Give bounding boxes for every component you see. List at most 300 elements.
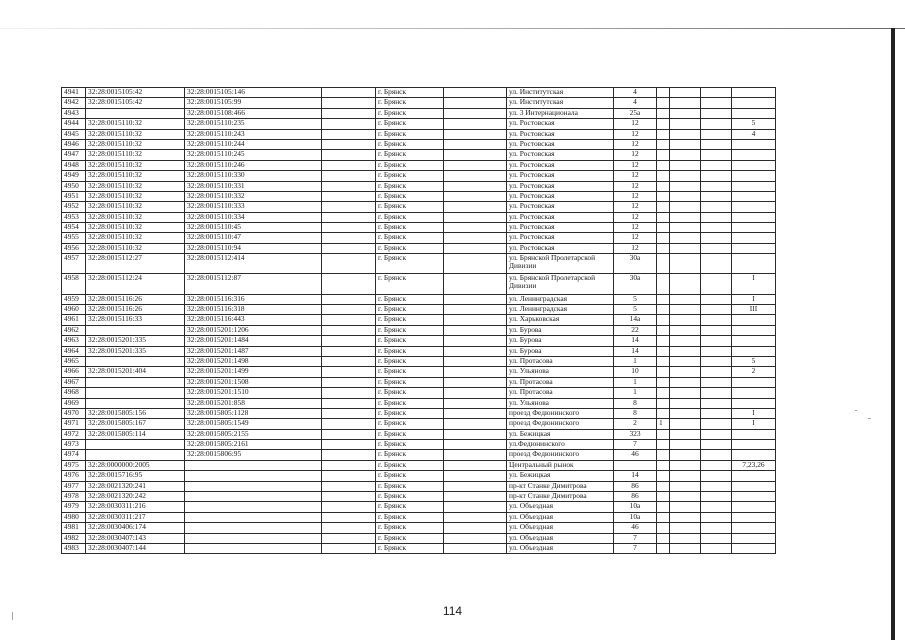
- house-number-cell: 10а: [614, 512, 657, 522]
- empty-cell: [322, 419, 376, 429]
- cadastral-number-cell: 32:28:0015110:331: [185, 181, 322, 191]
- city-cell: г. Брянск: [376, 429, 444, 439]
- cadastral-number-cell: [185, 492, 322, 502]
- cadastral-number-cell: 32:28:0015201:1508: [185, 377, 322, 387]
- empty-cell: [701, 254, 732, 274]
- row-number-cell: 4969: [62, 398, 86, 408]
- table-row: [62, 223, 776, 233]
- parent-cadastral-number-cell: 32:28:0030311:217: [86, 512, 185, 522]
- street-cell: ул. Ростовская: [507, 139, 614, 149]
- row-number-cell: 4951: [62, 191, 86, 201]
- parent-cadastral-number-cell: 32:28:0015116:26: [86, 294, 185, 304]
- premises-cell: [657, 274, 670, 294]
- table-row: [62, 202, 776, 212]
- empty-cell: [670, 325, 701, 335]
- cadastral-number-cell: 32:28:0015201:1498: [185, 356, 322, 366]
- table-row: [62, 119, 776, 129]
- empty-cell: [444, 336, 507, 346]
- row-number-cell: 4974: [62, 450, 86, 460]
- empty-cell: [701, 325, 732, 335]
- table-row: [62, 523, 776, 533]
- cadastral-number-cell: 32:28:0015110:47: [185, 233, 322, 243]
- house-number-cell: 12: [614, 191, 657, 201]
- table-row: [62, 512, 776, 522]
- empty-cell: [322, 512, 376, 522]
- city-cell: г. Брянск: [376, 294, 444, 304]
- page-number: 114: [442, 604, 463, 618]
- premises-cell: [657, 202, 670, 212]
- empty-cell: [444, 119, 507, 129]
- cadastral-number-cell: 32:28:0015110:334: [185, 212, 322, 222]
- empty-cell: [701, 274, 732, 294]
- room-number-cell: I: [732, 408, 776, 418]
- house-number-cell: 1: [614, 388, 657, 398]
- room-number-cell: [732, 150, 776, 160]
- cadastral-number-cell: 32:28:0015806:95: [185, 450, 322, 460]
- room-number-cell: [732, 440, 776, 450]
- row-number-cell: 4968: [62, 388, 86, 398]
- empty-cell: [701, 512, 732, 522]
- row-number-cell: 4942: [62, 98, 86, 108]
- room-number-cell: [732, 492, 776, 502]
- premises-cell: [657, 108, 670, 118]
- empty-cell: [670, 533, 701, 543]
- room-number-cell: III: [732, 305, 776, 315]
- table-row: [62, 88, 776, 98]
- empty-cell: [322, 243, 376, 253]
- empty-cell: [322, 523, 376, 533]
- premises-cell: [657, 440, 670, 450]
- row-number-cell: 4954: [62, 223, 86, 233]
- cadastral-number-cell: [185, 502, 322, 512]
- empty-cell: [322, 139, 376, 149]
- city-cell: г. Брянск: [376, 377, 444, 387]
- empty-cell: [670, 481, 701, 491]
- room-number-cell: [732, 243, 776, 253]
- empty-cell: [670, 191, 701, 201]
- premises-cell: [657, 305, 670, 315]
- cadastral-number-cell: 32:28:0015110:243: [185, 129, 322, 139]
- parent-cadastral-number-cell: 32:28:0021320:242: [86, 492, 185, 502]
- premises-cell: [657, 119, 670, 129]
- empty-cell: [670, 398, 701, 408]
- empty-cell: [701, 223, 732, 233]
- row-number-cell: 4975: [62, 460, 86, 470]
- table-row: [62, 346, 776, 356]
- empty-cell: [444, 150, 507, 160]
- cadastral-number-cell: 32:28:0015116:443: [185, 315, 322, 325]
- table-row: [62, 181, 776, 191]
- city-cell: г. Брянск: [376, 367, 444, 377]
- empty-cell: [701, 440, 732, 450]
- table-row: [62, 254, 776, 274]
- room-number-cell: [732, 212, 776, 222]
- empty-cell: [701, 191, 732, 201]
- empty-cell: [670, 544, 701, 554]
- scan-speck: [868, 418, 871, 419]
- empty-cell: [670, 171, 701, 181]
- room-number-cell: [732, 223, 776, 233]
- room-number-cell: [732, 429, 776, 439]
- cadastral-number-cell: 32:28:0015110:235: [185, 119, 322, 129]
- empty-cell: [444, 408, 507, 418]
- premises-cell: [657, 388, 670, 398]
- street-cell: ул. Ростовская: [507, 119, 614, 129]
- parent-cadastral-number-cell: 32:28:0015105:42: [86, 98, 185, 108]
- street-cell: ул. Бурова: [507, 346, 614, 356]
- empty-cell: [322, 181, 376, 191]
- row-number-cell: 4950: [62, 181, 86, 191]
- room-number-cell: 5: [732, 356, 776, 366]
- parent-cadastral-number-cell: 32:28:0015110:32: [86, 202, 185, 212]
- house-number-cell: 12: [614, 119, 657, 129]
- cadastral-number-cell: 32:28:0015201:1487: [185, 346, 322, 356]
- empty-cell: [670, 377, 701, 387]
- empty-cell: [701, 233, 732, 243]
- city-cell: г. Брянск: [376, 305, 444, 315]
- empty-cell: [322, 450, 376, 460]
- house-number-cell: [614, 460, 657, 470]
- parent-cadastral-number-cell: 32:28:0015110:32: [86, 212, 185, 222]
- empty-cell: [701, 119, 732, 129]
- premises-cell: [657, 429, 670, 439]
- city-cell: г. Брянск: [376, 502, 444, 512]
- street-cell: ул. Ростовская: [507, 191, 614, 201]
- empty-cell: [670, 419, 701, 429]
- empty-cell: [322, 274, 376, 294]
- cadastral-number-cell: 32:28:0015110:45: [185, 223, 322, 233]
- empty-cell: [444, 98, 507, 108]
- room-number-cell: I: [732, 274, 776, 294]
- empty-cell: [444, 129, 507, 139]
- parent-cadastral-number-cell: 32:28:0015110:32: [86, 233, 185, 243]
- empty-cell: [322, 315, 376, 325]
- premises-cell: [657, 191, 670, 201]
- empty-cell: [670, 523, 701, 533]
- empty-cell: [322, 398, 376, 408]
- city-cell: г. Брянск: [376, 450, 444, 460]
- city-cell: г. Брянск: [376, 254, 444, 274]
- room-number-cell: [732, 325, 776, 335]
- empty-cell: [444, 139, 507, 149]
- room-number-cell: [732, 98, 776, 108]
- cadastral-number-cell: [185, 523, 322, 533]
- house-number-cell: 12: [614, 150, 657, 160]
- house-number-cell: 323: [614, 429, 657, 439]
- empty-cell: [322, 460, 376, 470]
- city-cell: г. Брянск: [376, 481, 444, 491]
- empty-cell: [322, 129, 376, 139]
- empty-cell: [444, 181, 507, 191]
- room-number-cell: [732, 160, 776, 170]
- street-cell: ул. Институтская: [507, 98, 614, 108]
- city-cell: г. Брянск: [376, 533, 444, 543]
- row-number-cell: 4945: [62, 129, 86, 139]
- empty-cell: [444, 429, 507, 439]
- premises-cell: [657, 450, 670, 460]
- cadastral-number-cell: 32:28:0015110:333: [185, 202, 322, 212]
- room-number-cell: [732, 202, 776, 212]
- premises-cell: [657, 377, 670, 387]
- table-row: [62, 544, 776, 554]
- row-number-cell: 4970: [62, 408, 86, 418]
- table-row: [62, 139, 776, 149]
- table-row: [62, 336, 776, 346]
- room-number-cell: [732, 315, 776, 325]
- empty-cell: [322, 88, 376, 98]
- premises-cell: [657, 160, 670, 170]
- empty-cell: [322, 388, 376, 398]
- empty-cell: [322, 429, 376, 439]
- city-cell: г. Брянск: [376, 325, 444, 335]
- row-number-cell: 4958: [62, 274, 86, 294]
- row-number-cell: 4981: [62, 523, 86, 533]
- house-number-cell: 10: [614, 367, 657, 377]
- table-row: [62, 492, 776, 502]
- city-cell: г. Брянск: [376, 460, 444, 470]
- empty-cell: [701, 181, 732, 191]
- room-number-cell: [732, 346, 776, 356]
- street-cell: ул. Ростовская: [507, 181, 614, 191]
- empty-cell: [670, 181, 701, 191]
- empty-cell: [670, 336, 701, 346]
- room-number-cell: [732, 254, 776, 274]
- empty-cell: [670, 88, 701, 98]
- street-cell: ул. Объездная: [507, 533, 614, 543]
- table-row: [62, 191, 776, 201]
- empty-cell: [444, 440, 507, 450]
- room-number-cell: 4: [732, 129, 776, 139]
- empty-cell: [701, 471, 732, 481]
- cadastral-number-cell: 32:28:0015110:246: [185, 160, 322, 170]
- empty-cell: [444, 398, 507, 408]
- cadastral-number-cell: 32:28:0015805:1128: [185, 408, 322, 418]
- empty-cell: [444, 502, 507, 512]
- street-cell: ул. Ростовская: [507, 233, 614, 243]
- empty-cell: [701, 377, 732, 387]
- room-number-cell: [732, 377, 776, 387]
- cadastral-number-cell: [185, 460, 322, 470]
- city-cell: г. Брянск: [376, 150, 444, 160]
- empty-cell: [670, 356, 701, 366]
- street-cell: ул. Протасова: [507, 388, 614, 398]
- row-number-cell: 4978: [62, 492, 86, 502]
- empty-cell: [444, 294, 507, 304]
- table-row: [62, 305, 776, 315]
- room-number-cell: I: [732, 294, 776, 304]
- row-number-cell: 4948: [62, 160, 86, 170]
- house-number-cell: 4: [614, 98, 657, 108]
- room-number-cell: [732, 108, 776, 118]
- registry-table: [61, 87, 776, 554]
- premises-cell: [657, 129, 670, 139]
- city-cell: г. Брянск: [376, 274, 444, 294]
- street-cell: ул. Ростовская: [507, 202, 614, 212]
- empty-cell: [701, 450, 732, 460]
- house-number-cell: 22: [614, 325, 657, 335]
- city-cell: г. Брянск: [376, 233, 444, 243]
- parent-cadastral-number-cell: 32:28:0015110:32: [86, 181, 185, 191]
- table-row: [62, 419, 776, 429]
- empty-cell: [444, 346, 507, 356]
- house-number-cell: 12: [614, 243, 657, 253]
- empty-cell: [444, 419, 507, 429]
- empty-cell: [444, 471, 507, 481]
- row-number-cell: 4953: [62, 212, 86, 222]
- empty-cell: [322, 191, 376, 201]
- city-cell: г. Брянск: [376, 119, 444, 129]
- empty-cell: [444, 212, 507, 222]
- city-cell: г. Брянск: [376, 181, 444, 191]
- street-cell: ул. Ульянова: [507, 367, 614, 377]
- street-cell: ул. Объездная: [507, 523, 614, 533]
- table-row: [62, 450, 776, 460]
- empty-cell: [701, 408, 732, 418]
- empty-cell: [444, 274, 507, 294]
- row-number-cell: 4971: [62, 419, 86, 429]
- street-cell: ул. Протасова: [507, 377, 614, 387]
- empty-cell: [701, 150, 732, 160]
- parent-cadastral-number-cell: 32:28:0030407:144: [86, 544, 185, 554]
- parent-cadastral-number-cell: [86, 377, 185, 387]
- street-cell: ул. Ленинградская: [507, 294, 614, 304]
- parent-cadastral-number-cell: 32:28:0015201:335: [86, 336, 185, 346]
- street-cell: ул. Объездная: [507, 502, 614, 512]
- empty-cell: [670, 212, 701, 222]
- cadastral-number-cell: 32:28:0015108:466: [185, 108, 322, 118]
- empty-cell: [444, 481, 507, 491]
- premises-cell: [657, 171, 670, 181]
- table-row: [62, 274, 776, 294]
- house-number-cell: 14а: [614, 315, 657, 325]
- city-cell: г. Брянск: [376, 108, 444, 118]
- empty-cell: [670, 160, 701, 170]
- room-number-cell: [732, 544, 776, 554]
- empty-cell: [444, 171, 507, 181]
- empty-cell: [322, 171, 376, 181]
- empty-cell: [701, 160, 732, 170]
- empty-cell: [322, 408, 376, 418]
- house-number-cell: 5: [614, 294, 657, 304]
- city-cell: г. Брянск: [376, 139, 444, 149]
- empty-cell: [444, 325, 507, 335]
- empty-cell: [322, 223, 376, 233]
- empty-cell: [322, 502, 376, 512]
- cadastral-number-cell: [185, 471, 322, 481]
- empty-cell: [701, 367, 732, 377]
- cadastral-number-cell: 32:28:0015110:332: [185, 191, 322, 201]
- house-number-cell: 12: [614, 212, 657, 222]
- house-number-cell: 8: [614, 408, 657, 418]
- row-number-cell: 4982: [62, 533, 86, 543]
- house-number-cell: 14: [614, 336, 657, 346]
- cadastral-number-cell: 32:28:0015110:94: [185, 243, 322, 253]
- table-row: [62, 108, 776, 118]
- empty-cell: [670, 429, 701, 439]
- cadastral-number-cell: [185, 481, 322, 491]
- house-number-cell: 12: [614, 171, 657, 181]
- empty-cell: [701, 523, 732, 533]
- room-number-cell: [732, 88, 776, 98]
- premises-cell: [657, 254, 670, 274]
- city-cell: г. Брянск: [376, 98, 444, 108]
- premises-cell: [657, 181, 670, 191]
- parent-cadastral-number-cell: 32:28:0015110:32: [86, 243, 185, 253]
- registry-table-body: [62, 88, 776, 554]
- premises-cell: [657, 481, 670, 491]
- empty-cell: [701, 460, 732, 470]
- street-cell: ул. Протасова: [507, 356, 614, 366]
- row-number-cell: 4983: [62, 544, 86, 554]
- premises-cell: [657, 223, 670, 233]
- empty-cell: [670, 150, 701, 160]
- city-cell: г. Брянск: [376, 315, 444, 325]
- parent-cadastral-number-cell: 32:28:0015110:32: [86, 223, 185, 233]
- row-number-cell: 4947: [62, 150, 86, 160]
- empty-cell: [701, 356, 732, 366]
- premises-cell: [657, 398, 670, 408]
- empty-cell: [322, 544, 376, 554]
- empty-cell: [701, 243, 732, 253]
- empty-cell: [670, 129, 701, 139]
- row-number-cell: 4952: [62, 202, 86, 212]
- house-number-cell: 5: [614, 305, 657, 315]
- empty-cell: [670, 471, 701, 481]
- house-number-cell: 4: [614, 88, 657, 98]
- empty-cell: [322, 440, 376, 450]
- empty-cell: [670, 119, 701, 129]
- empty-cell: [701, 202, 732, 212]
- empty-cell: [670, 202, 701, 212]
- street-cell: ул. Ульянова: [507, 398, 614, 408]
- city-cell: г. Брянск: [376, 471, 444, 481]
- parent-cadastral-number-cell: 32:28:0015201:404: [86, 367, 185, 377]
- parent-cadastral-number-cell: 32:28:0015716:95: [86, 471, 185, 481]
- empty-cell: [444, 512, 507, 522]
- street-cell: ул. 3 Интернационала: [507, 108, 614, 118]
- house-number-cell: 25а: [614, 108, 657, 118]
- empty-cell: [444, 191, 507, 201]
- house-number-cell: 7: [614, 544, 657, 554]
- city-cell: г. Брянск: [376, 212, 444, 222]
- empty-cell: [701, 346, 732, 356]
- cadastral-number-cell: 32:28:0015201:1499: [185, 367, 322, 377]
- room-number-cell: [732, 533, 776, 543]
- city-cell: г. Брянск: [376, 243, 444, 253]
- empty-cell: [322, 160, 376, 170]
- empty-cell: [701, 388, 732, 398]
- street-cell: ул. Бежицкая: [507, 429, 614, 439]
- cadastral-number-cell: 32:28:0015112:87: [185, 274, 322, 294]
- table-row: [62, 377, 776, 387]
- cadastral-number-cell: [185, 544, 322, 554]
- empty-cell: [670, 305, 701, 315]
- empty-cell: [701, 481, 732, 491]
- city-cell: г. Брянск: [376, 336, 444, 346]
- scan-speck: [855, 410, 857, 411]
- city-cell: г. Брянск: [376, 88, 444, 98]
- city-cell: г. Брянск: [376, 171, 444, 181]
- room-number-cell: [732, 450, 776, 460]
- empty-cell: [322, 98, 376, 108]
- parent-cadastral-number-cell: [86, 325, 185, 335]
- parent-cadastral-number-cell: 32:28:0015805:114: [86, 429, 185, 439]
- premises-cell: [657, 98, 670, 108]
- city-cell: г. Брянск: [376, 408, 444, 418]
- row-number-cell: 4967: [62, 377, 86, 387]
- row-number-cell: 4943: [62, 108, 86, 118]
- street-cell: ул. Бурова: [507, 336, 614, 346]
